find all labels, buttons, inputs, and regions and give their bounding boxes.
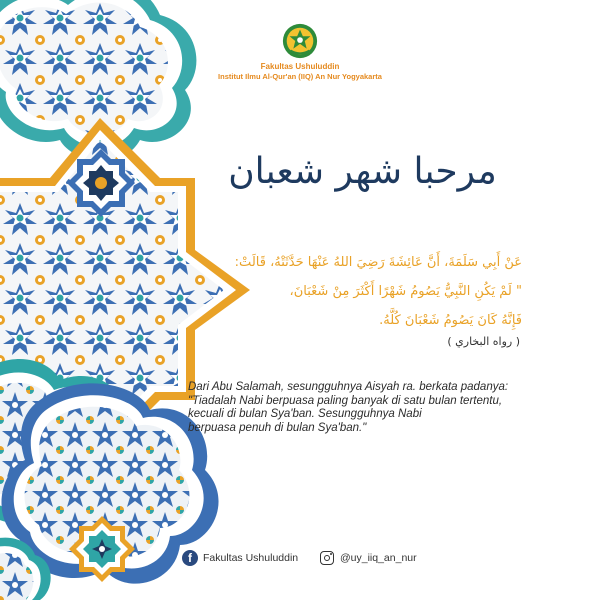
translation-line-4: berpuasa penuh di bulan Sya'ban." bbox=[188, 421, 367, 434]
hadith-line-2: " لَمْ يَكُنِ النَّبِيُّ يَصُومُ شَهْرًا أَكْثَرَ مِنْ شَعْبَانَ، bbox=[289, 284, 522, 299]
translation-line-1: Dari Abu Salamah, sesungguhnya Aisyah ra. berkata padanya: bbox=[188, 381, 509, 393]
hadith-arabic bbox=[200, 248, 522, 335]
facebook-link[interactable] bbox=[182, 549, 298, 567]
facebook-icon: f bbox=[182, 550, 198, 566]
translation-line-3: kecuali di bulan Sya'ban. Sesungguhnya Nabi bbox=[188, 408, 422, 420]
instagram-label: @uy_iiq_an_nur bbox=[340, 552, 417, 564]
hadith-line-3: فَإِنَّهُ كَانَ يَصُومُ شَعْبَانَ كُلَّهُ. bbox=[379, 313, 522, 328]
hadith-source: ( رواه البخاري ) bbox=[447, 335, 520, 348]
instagram-icon bbox=[320, 551, 334, 565]
facebook-label: Fakultas Ushuluddin bbox=[203, 552, 299, 564]
hadith-line-1: عَنْ أَبِي سَلَمَةَ، أَنَّ عَائِشَةَ رَضِيَ اللهُ عَنْهَا حَدَّثَتْهُ، قَالَتْ: bbox=[234, 255, 522, 270]
instagram-link[interactable] bbox=[320, 549, 417, 567]
translation-line-2: "Tiadalah Nabi berpuasa paling banyak di satu bulan tertentu, bbox=[188, 394, 503, 407]
greeting-title: مرحبا شهر شعبان bbox=[228, 151, 497, 192]
faculty-header bbox=[205, 22, 395, 82]
faculty-name: Fakultas Ushuluddin bbox=[260, 62, 340, 71]
institute-name: Institut Ilmu Al-Qur'an (IIQ) An Nur Yogyakarta bbox=[218, 72, 382, 81]
faculty-logo bbox=[281, 22, 319, 60]
hadith-translation bbox=[188, 381, 528, 435]
